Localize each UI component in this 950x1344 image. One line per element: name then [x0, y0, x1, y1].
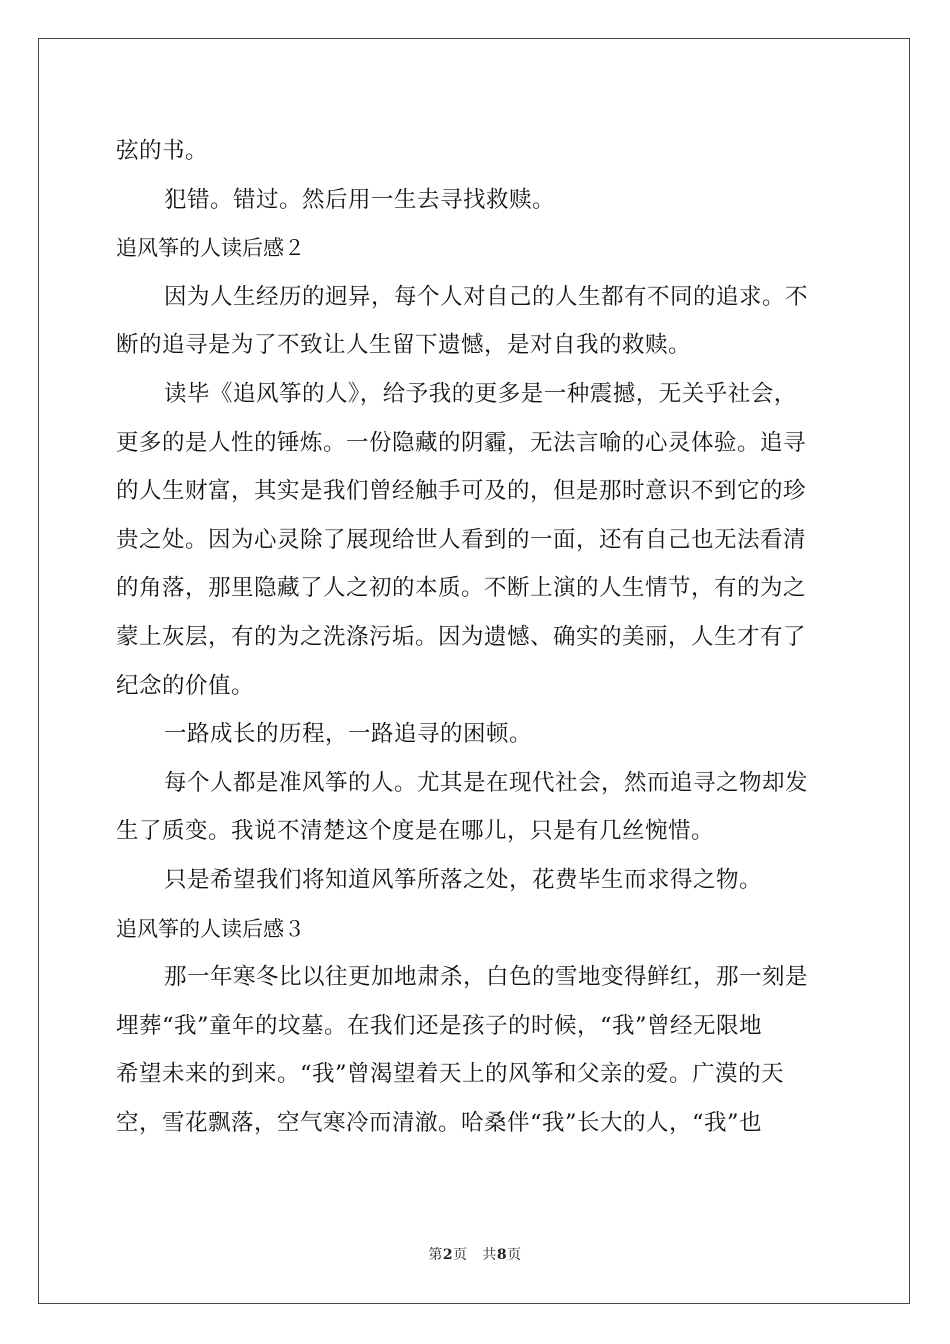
- text-line: 的人生财富，其实是我们曾经触手可及的，但是那时意识不到它的珍: [116, 478, 807, 505]
- text-line: 犯错。错过。然后用一生去寻找救赎。: [164, 186, 556, 213]
- text-line: 只是希望我们将知道风筝所落之处，花费毕生而求得之物。: [164, 866, 763, 893]
- text-line: 纪念的价值。: [116, 672, 255, 699]
- total-pages: 8: [496, 1247, 508, 1263]
- text-line: 断的追寻是为了不致让人生留下遗憾，是对自我的救赎。: [116, 332, 692, 359]
- page-prefix: 第: [428, 1247, 443, 1263]
- text-line: 希望未来的到来。“我”曾渴望着天上的风筝和父亲的爱。广漠的天: [116, 1061, 785, 1088]
- text-line: 贵之处。因为心灵除了展现给世人看到的一面，还有自己也无法看清: [116, 526, 807, 553]
- total-prefix: 共: [482, 1247, 497, 1263]
- text-line: 蒙上灰层，有的为之洗涤污垢。因为遗憾、确实的美丽，人生才有了: [116, 623, 807, 650]
- page-suffix: 页: [453, 1247, 468, 1263]
- text-line: 弦的书。: [116, 138, 209, 164]
- text-line: 空，雪花飘落，空气寒冷而清澈。哈桑伴“我”长大的人，“我”也: [116, 1109, 763, 1136]
- text-line: 更多的是人性的锤炼。一份隐藏的阴霾，无法言喻的心灵体验。追寻: [116, 429, 807, 456]
- text-line: 埋葬“我”童年的坟墓。在我们还是孩子的时候，“我”曾经无限地: [116, 1012, 763, 1039]
- text-line: 一路成长的历程，一路追寻的困顿。: [164, 721, 533, 748]
- section-heading: 追风筝的人读后感２: [116, 236, 305, 261]
- text-line: 读毕《追风筝的人》，给予我的更多是一种震撼，无关乎社会，: [164, 380, 797, 407]
- text-line: 因为人生经历的迥异，每个人对自己的人生都有不同的追求。不: [164, 283, 809, 310]
- total-suffix: 页: [507, 1247, 522, 1263]
- text-line: 每个人都是准风筝的人。尤其是在现代社会，然而追寻之物却发: [164, 769, 809, 796]
- page-footer: [0, 1244, 950, 1264]
- text-line: 的角落，那里隐藏了人之初的本质。不断上演的人生情节，有的为之: [116, 575, 807, 602]
- text-line: 生了质变。我说不清楚这个度是在哪儿，只是有几丝惋惜。: [116, 818, 715, 845]
- page-number: 2: [442, 1247, 454, 1263]
- document-body: [116, 127, 838, 1147]
- text-line: 那一年寒冬比以往更加地肃杀，白色的雪地变得鲜红，那一刻是: [164, 964, 809, 991]
- section-heading: 追风筝的人读后感３: [116, 916, 305, 941]
